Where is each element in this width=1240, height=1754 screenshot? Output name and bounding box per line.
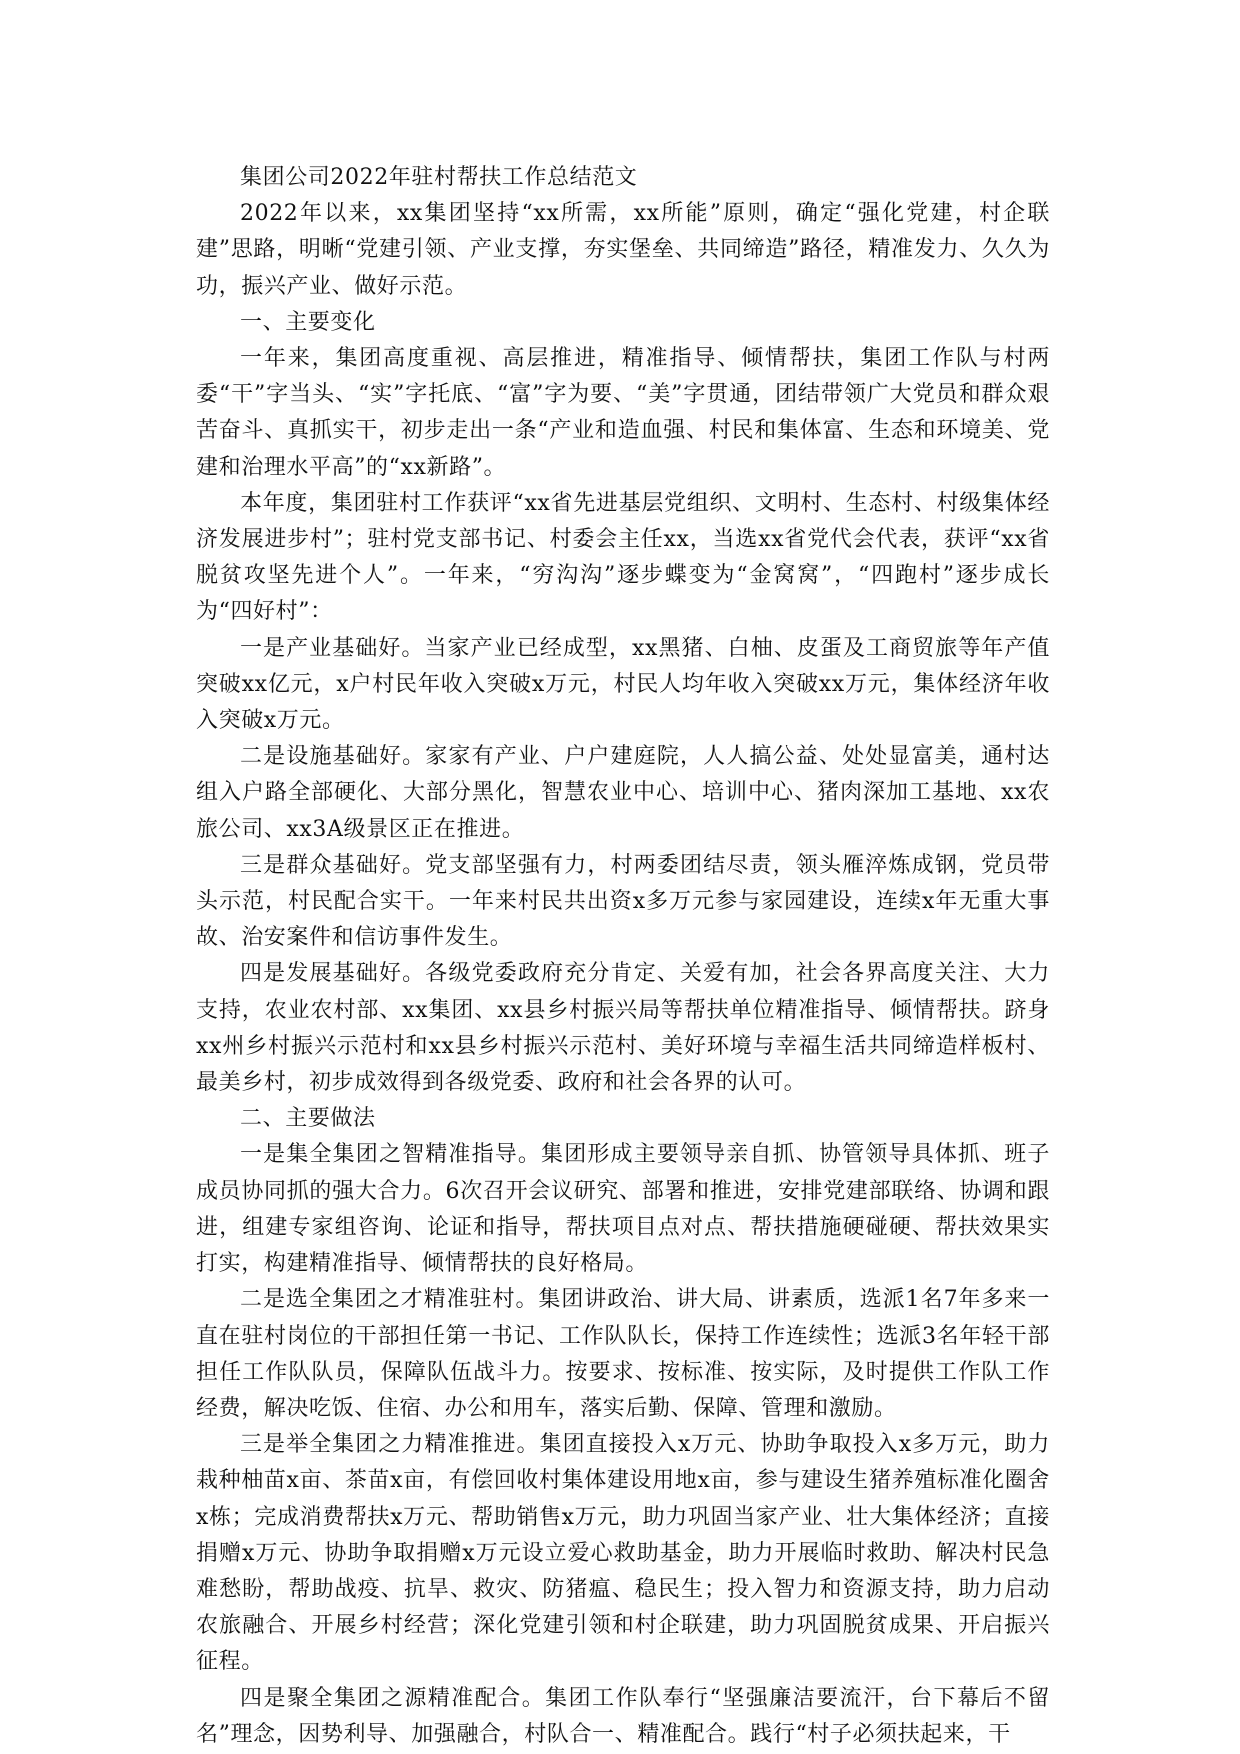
- paragraph-cooperation: 四是聚全集团之源精准配合。集团工作队奉行“坚强廉洁要流汗，台下幕后不留名”理念，因势利导、加强融合，村队合一、精准配合。践行“村子必须扶起来，干: [196, 1685, 1050, 1747]
- document-body: [196, 160, 1050, 1753]
- paragraph-facilities: 二是设施基础好。家家有产业、户户建庭院，人人搞公益、处处显富美，通村达组入户路全部硬化、大部分黑化，智慧农业中心、培训中心、猪肉深加工基地、xx农旅公司、xx3A级景区正在推进。: [196, 744, 1050, 842]
- section-heading-main-changes: 一、主要变化: [240, 309, 376, 335]
- paragraph-investment: 三是举全集团之力精准推进。集团直接投入x万元、协助争取投入x多万元，助力栽种柚苗x亩、茶苗x亩，有偿回收村集体建设用地x亩，参与建设生猪养殖标准化圈舍x栋；完成消费帮扶x万元、帮助销售x万元，助力巩固当家产业、壮大集体经济；直接捐赠x万元、协助争取捐赠x万元设立爱心救助基金，助力开展临时救助、解决村民急难愁盼，帮助战疫、抗旱、救灾、防猪瘟、稳民生；投入智力和资源支持，助力启动农旅融合、开展乡村经营；深化党建引领和村企联建，助力巩固脱贫成果、开启振兴征程。: [196, 1432, 1050, 1675]
- paragraph-development: 四是发展基础好。各级党委政府充分肯定、关爱有加，社会各界高度关注、大力支持，农业农村部、xx集团、xx县乡村振兴局等帮扶单位精准指导、倾情帮扶。跻身xx州乡村振兴示范村和xx县乡村振兴示范村、美好环境与幸福生活共同缔造样板村、最美乡村，初步成效得到各级党委、政府和社会各界的认可。: [196, 961, 1050, 1096]
- paragraph-industry: 一是产业基础好。当家产业已经成型，xx黑猪、白柚、皮蛋及工商贸旅等年产值突破xx亿元，x户村民年收入突破x万元，村民人均年收入突破xx万元，集体经济年收入突破x万元。: [196, 635, 1050, 734]
- paragraph-intro: 2022年以来，xx集团坚持“xx所需，xx所能”原则，确定“强化党建，村企联建”思路，明晰“党建引领、产业支撑，夯实堡垒、共同缔造”路径，精准发力、久久为功，振兴产业、做好示范。: [196, 201, 1050, 299]
- document-title: 集团公司2022年驻村帮扶工作总结范文: [240, 165, 638, 190]
- paragraph-overview: 一年来，集团高度重视、高层推进，精准指导、倾情帮扶，集团工作队与村两委“干”字当头、“实”字托底、“富”字为要、“美”字贯通，团结带领广大党员和群众艰苦奋斗、真抓实干，初步走出一条“产业和造血强、村民和集体富、生态和环境美、党建和治理水平高”的“xx新路”。: [196, 346, 1050, 480]
- paragraph-personnel: 二是选全集团之才精准驻村。集团讲政治、讲大局、讲素质，选派1名7年多来一直在驻村岗位的干部担任第一书记、工作队队长，保持工作连续性；选派3名年轻干部担任工作队队员，保障队伍战斗力。按要求、按标准、按实际，及时提供工作队工作经费，解决吃饭、住宿、办公和用车，落实后勤、保障、管理和激励。: [196, 1287, 1050, 1421]
- paragraph-guidance: 一是集全集团之智精准指导。集团形成主要领导亲自抓、协管领导具体抓、班子成员协同抓的强大合力。6次召开会议研究、部署和推进，安排党建部联络、协调和跟进，组建专家组咨询、论证和指导，帮扶项目点对点、帮扶措施硬碰硬、帮扶效果实打实，构建精准指导、倾情帮扶的良好格局。: [196, 1142, 1050, 1277]
- paragraph-awards: 本年度，集团驻村工作获评“xx省先进基层党组织、文明村、生态村、村级集体经济发展进步村”；驻村党支部书记、村委会主任xx，当选xx省党代会代表，获评“xx省脱贫攻坚先进个人”。一年来，“穷沟沟”逐步蝶变为“金窝窝”，“四跑村”逐步成长为“四好村”：: [196, 490, 1050, 625]
- section-heading-main-practices: 二、主要做法: [240, 1106, 376, 1132]
- paragraph-masses: 三是群众基础好。党支部坚强有力，村两委团结尽责，领头雁淬炼成钢，党员带头示范，村民配合实干。一年来村民共出资x多万元参与家园建设，连续x年无重大事故、治安案件和信访事件发生。: [196, 852, 1050, 951]
